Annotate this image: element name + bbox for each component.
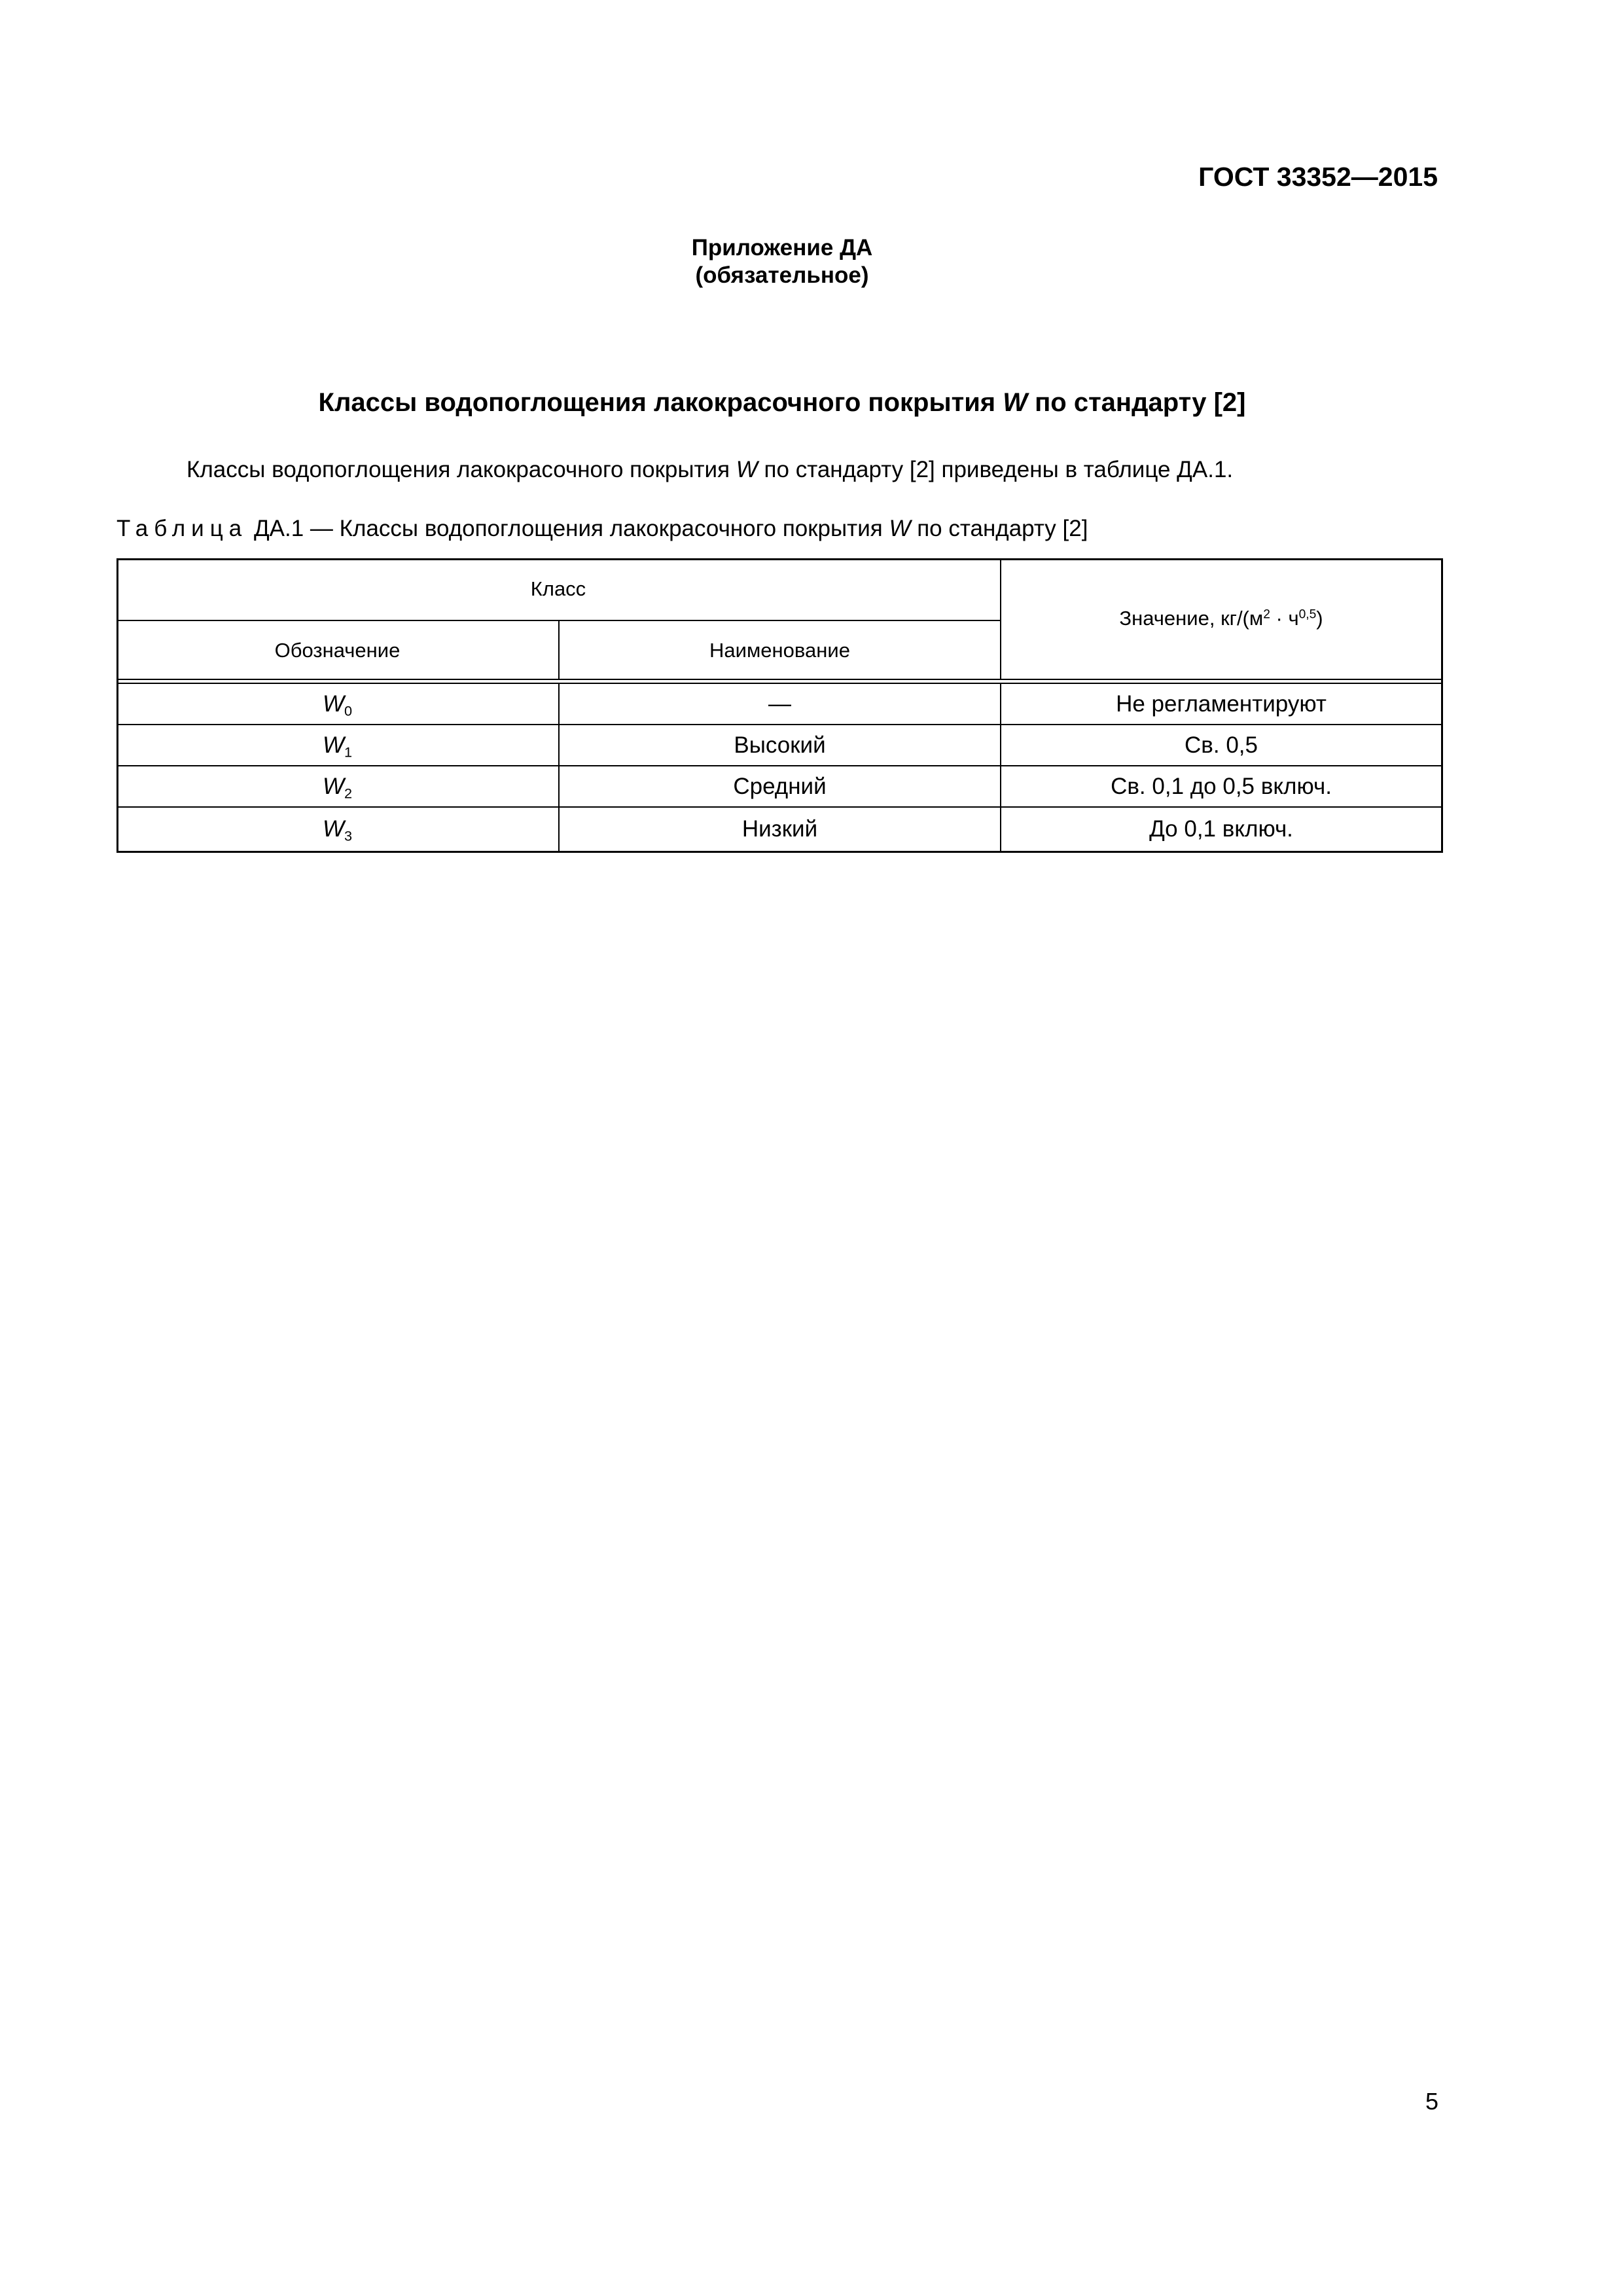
table-row-2-value: Св. 0,1 до 0,5 включ. xyxy=(1111,773,1332,799)
header-name: Наименование xyxy=(709,639,850,662)
section-title xyxy=(0,388,1564,418)
table-row-3-value: До 0,1 включ. xyxy=(1149,816,1293,842)
table-row-1-value: Св. 0,5 xyxy=(1185,732,1258,758)
classes-table xyxy=(116,558,1443,853)
table-border-right xyxy=(1441,558,1443,853)
appendix-title: Приложение ДА xyxy=(691,235,873,260)
table-row-1-designation: $W_1$ xyxy=(322,732,353,760)
header-designation: Обозначение xyxy=(274,639,401,662)
appendix-status: (обязательное) xyxy=(695,262,869,288)
table-row-0-value: Не регламентируют xyxy=(1116,691,1327,717)
intro-symbol: W xyxy=(736,457,758,482)
caption-text: Классы водопоглощения лакокрасочного покрытия xyxy=(339,516,889,541)
caption-label: Таблица xyxy=(116,516,248,541)
intro-text-end: по стандарту [2] приведены в таблице ДА.1. xyxy=(757,457,1234,482)
table-row-3-designation: $W_3$ xyxy=(322,816,353,844)
intro-text: Классы водопоглощения лакокрасочного покрытия xyxy=(187,457,736,482)
table-caption xyxy=(116,516,1088,542)
table-row-3-name: Низкий xyxy=(741,816,818,842)
table-row-1-name: Высокий xyxy=(734,732,826,758)
table-border-bottom xyxy=(116,851,1443,853)
header-class-group: Класс xyxy=(530,577,586,600)
section-title-text: Классы водопоглощения лакокрасочного покрытия xyxy=(318,388,1003,417)
header-value-text: Значение, $кг/(м^2 \cdot ч^{0,5})$ xyxy=(1119,607,1323,630)
section-title-symbol: W xyxy=(1003,388,1028,417)
table-row-2-name: Средний xyxy=(733,773,827,799)
page-number: 5 xyxy=(1425,2088,1439,2115)
document-code: ГОСТ 33352—2015 xyxy=(1198,162,1438,192)
caption-symbol: W xyxy=(889,516,911,541)
section-title-text-end: по стандарту [2] xyxy=(1027,388,1246,417)
caption-number: ДА.1 — xyxy=(247,516,340,541)
caption-text-end: по стандарту [2] xyxy=(910,516,1088,541)
header-value xyxy=(1001,558,1441,679)
table-row-0-designation: $W_0$ xyxy=(322,691,353,719)
table-row-0-name: — xyxy=(768,691,791,717)
table-row-2-designation: $W_2$ xyxy=(322,773,353,801)
intro-paragraph xyxy=(187,457,1233,483)
